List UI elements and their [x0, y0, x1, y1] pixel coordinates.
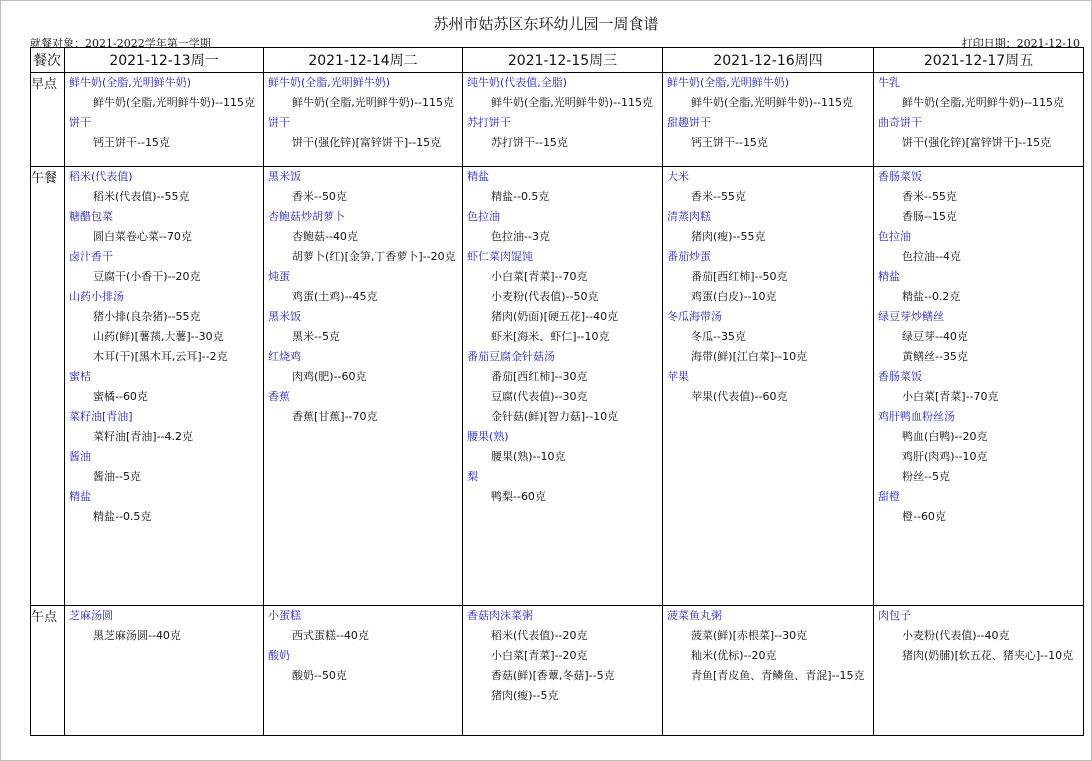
ingredient-item: 猪肉(瘦)--55克 [691, 230, 766, 243]
dish-name: 甜橙 [878, 490, 900, 503]
menu-cell [874, 606, 1084, 736]
menu-cell [264, 606, 463, 736]
ingredient-item: 番茄[西红柿]--50克 [691, 270, 788, 283]
dish-name: 色拉油 [878, 230, 911, 243]
ingredient-item: 菠菜(鲜)[赤根菜]--30克 [691, 629, 808, 642]
ingredient-item: 冬瓜--35克 [691, 330, 746, 343]
ingredient-item: 稻米(代表值)--55克 [93, 190, 190, 203]
ingredient-item: 香米--55克 [902, 190, 957, 203]
dish-name: 山药小排汤 [69, 290, 124, 303]
ingredient-item: 色拉油--3克 [491, 230, 550, 243]
dish-name: 稻米(代表值) [69, 170, 133, 183]
dish-name: 虾仁菜肉馄饨 [467, 250, 533, 263]
dish-name: 酸奶 [268, 649, 290, 662]
ingredient-item: 黄鳝丝--35克 [902, 350, 968, 363]
dish-name: 番茄豆腐金针菇汤 [467, 350, 555, 363]
menu-cell [874, 73, 1084, 167]
ingredient-item: 酸奶--50克 [292, 669, 347, 682]
menu-cell [264, 73, 463, 167]
dish-name: 芝麻汤圆 [69, 609, 113, 622]
ingredient-item: 小麦粉(代表值)--50克 [491, 290, 599, 303]
print-date: 打印日期：2021-12-10 [961, 37, 1080, 50]
ingredient-item: 籼米(优标)--20克 [691, 649, 777, 662]
dish-name: 梨 [467, 470, 478, 483]
dish-name: 杏鲍菇炒胡萝卜 [268, 210, 345, 223]
ingredient-item: 小白菜[青菜]--70克 [491, 270, 588, 283]
ingredient-item: 杏鲍菇--40克 [292, 230, 358, 243]
ingredient-item: 精盐--0.5克 [93, 510, 152, 523]
ingredient-item: 香米--55克 [691, 190, 746, 203]
ingredient-item: 肉鸡(肥)--60克 [292, 370, 367, 383]
dish-name: 大米 [667, 170, 689, 183]
dish-name: 番茄炒蛋 [667, 250, 711, 263]
ingredient-item: 饼干(强化锌)[富锌饼干]--15克 [902, 136, 1052, 149]
ingredient-item: 豆腐(代表值)--30克 [491, 390, 588, 403]
meal-column-header: 餐次 [31, 48, 65, 73]
ingredient-item: 圆白菜卷心菜--70克 [93, 230, 192, 243]
ingredient-item: 青鱼[青皮鱼、青鳞鱼、青混]--15克 [691, 669, 865, 682]
ingredient-item: 猪肉(奶面)[硬五花]--40克 [491, 310, 619, 323]
dish-name: 冬瓜海带汤 [667, 310, 722, 323]
ingredient-item: 黑米--5克 [292, 330, 340, 343]
ingredient-item: 番茄[西红柿]--30克 [491, 370, 588, 383]
menu-cell [65, 606, 264, 736]
ingredient-item: 西式蛋糕--40克 [292, 629, 369, 642]
ingredient-item: 木耳(干)[黑木耳,云耳]--2克 [93, 350, 228, 363]
ingredient-item: 色拉油--4克 [902, 250, 961, 263]
menu-cell [65, 167, 264, 606]
ingredient-item: 香米--50克 [292, 190, 347, 203]
ingredient-item: 香菇(鲜)[香蕈,冬菇]--5克 [491, 669, 615, 682]
ingredient-item: 鲜牛奶(全脂,光明鲜牛奶)--115克 [902, 96, 1065, 109]
ingredient-item: 香蕉[甘蕉]--70克 [292, 410, 378, 423]
dish-name: 清蒸肉糕 [667, 210, 711, 223]
dish-name: 黑米饭 [268, 310, 301, 323]
meal-row [31, 73, 1084, 167]
dish-name: 糖醋包菜 [69, 210, 113, 223]
dish-name: 腰果(熟) [467, 430, 509, 443]
menu-cell [463, 167, 663, 606]
ingredient-item: 鲜牛奶(全脂,光明鲜牛奶)--115克 [93, 96, 256, 109]
menu-cell [463, 73, 663, 167]
dish-name: 香肠菜饭 [878, 370, 922, 383]
dish-name: 香蕉 [268, 390, 290, 403]
ingredient-item: 鸡蛋(土鸡)--45克 [292, 290, 378, 303]
dish-name: 纯牛奶(代表值,全脂) [467, 76, 568, 89]
ingredient-item: 香肠--15克 [902, 210, 957, 223]
ingredient-item: 酱油--5克 [93, 470, 141, 483]
dish-name: 饼干 [268, 116, 290, 129]
dish-name: 牛乳 [878, 76, 900, 89]
dish-name: 精盐 [467, 170, 489, 183]
ingredient-item: 胡萝卜(红)[金笋,丁香萝卜]--20克 [292, 250, 456, 263]
ingredient-item: 腰果(熟)--10克 [491, 450, 566, 463]
ingredient-item: 虾米[海米、虾仁]--10克 [491, 330, 610, 343]
ingredient-item: 绿豆芽--40克 [902, 330, 968, 343]
ingredient-item: 鸭血(白鸭)--20克 [902, 430, 988, 443]
menu-cell [663, 73, 874, 167]
ingredient-item: 苹果(代表值)--60克 [691, 390, 788, 403]
dish-name: 菜籽油[青油] [69, 410, 133, 423]
meal-row [31, 167, 1084, 606]
ingredient-item: 饼干(强化锌)[富锌饼干]--15克 [292, 136, 442, 149]
ingredient-item: 橙--60克 [902, 510, 946, 523]
menu-cell [264, 167, 463, 606]
dish-name: 精盐 [69, 490, 91, 503]
dish-name: 甜趣饼干 [667, 116, 711, 129]
day-header: 2021-12-14周二 [264, 48, 463, 73]
dish-name: 小蛋糕 [268, 609, 301, 622]
ingredient-item: 山药(鲜)[薯蓣,大薯]--30克 [93, 330, 224, 343]
ingredient-item: 菜籽油[青油]--4.2克 [93, 430, 194, 443]
ingredient-item: 猪肉(奶脯)[软五花、猪夹心]--10克 [902, 649, 1074, 662]
meal-label: 午点 [31, 606, 65, 736]
page-title: 苏州市姑苏区东环幼儿园一周食谱 [433, 15, 659, 33]
menu-cell [663, 167, 874, 606]
meal-label: 午餐 [31, 167, 65, 606]
ingredient-item: 稻米(代表值)--20克 [491, 629, 588, 642]
ingredient-item: 鸡蛋(白皮)--10克 [691, 290, 777, 303]
dish-name: 鲜牛奶(全脂,光明鲜牛奶) [69, 76, 192, 89]
dish-name: 红烧鸡 [268, 350, 301, 363]
dish-name: 苏打饼干 [467, 116, 511, 129]
dish-name: 鸡肝鸭血粉丝汤 [878, 410, 955, 423]
meal-label: 早点 [31, 73, 65, 167]
ingredient-item: 粉丝--5克 [902, 470, 950, 483]
ingredient-item: 小白菜[青菜]--20克 [491, 649, 588, 662]
menu-cell [65, 73, 264, 167]
ingredient-item: 精盐--0.2克 [902, 290, 961, 303]
dish-name: 香肠菜饭 [878, 170, 922, 183]
ingredient-item: 猪肉(瘦)--5克 [491, 689, 559, 702]
dish-name: 黑米饭 [268, 170, 301, 183]
dish-name: 蜜桔 [69, 370, 91, 383]
day-header: 2021-12-17周五 [874, 48, 1084, 73]
ingredient-item: 猪小排(良杂猪)--55克 [93, 310, 201, 323]
menu-cell [663, 606, 874, 736]
dish-name: 卤汁香干 [69, 250, 113, 263]
ingredient-item: 鲜牛奶(全脂,光明鲜牛奶)--115克 [691, 96, 854, 109]
dish-name: 曲奇饼干 [878, 116, 922, 129]
ingredient-item: 精盐--0.5克 [491, 190, 550, 203]
dish-name: 苹果 [667, 370, 689, 383]
ingredient-item: 鸡肝(肉鸡)--10克 [902, 450, 988, 463]
ingredient-item: 鲜牛奶(全脂,光明鲜牛奶)--115克 [292, 96, 455, 109]
ingredient-item: 豆腐干(小香干)--20克 [93, 270, 201, 283]
ingredient-item: 金针菇(鲜)[智力菇]--10克 [491, 410, 619, 423]
day-header: 2021-12-13周一 [65, 48, 264, 73]
dish-name: 炖蛋 [268, 270, 290, 283]
header-row [31, 48, 1084, 73]
dish-name: 绿豆芽炒鳝丝 [878, 310, 944, 323]
ingredient-item: 小麦粉(代表值)--40克 [902, 629, 1010, 642]
dish-name: 饼干 [69, 116, 91, 129]
ingredient-item: 黑芝麻汤圆--40克 [93, 629, 181, 642]
dish-name: 精盐 [878, 270, 900, 283]
ingredient-item: 鲜牛奶(全脂,光明鲜牛奶)--115克 [491, 96, 654, 109]
ingredient-item: 钙王饼干--15克 [691, 136, 768, 149]
menu-cell [463, 606, 663, 736]
dish-name: 鲜牛奶(全脂,光明鲜牛奶) [667, 76, 790, 89]
ingredient-item: 苏打饼干--15克 [491, 136, 568, 149]
dish-name: 色拉油 [467, 210, 500, 223]
dish-name: 香菇肉沫菜粥 [467, 609, 533, 622]
dish-name: 肉包子 [878, 609, 911, 622]
meal-row [31, 606, 1084, 736]
weekly-menu-table [30, 47, 1084, 736]
ingredient-item: 海带(鲜)[江白菜]--10克 [691, 350, 808, 363]
day-header: 2021-12-15周三 [463, 48, 663, 73]
menu-body [31, 73, 1084, 736]
audience-info: 就餐对象：2021-2022学年第一学期 [30, 37, 211, 50]
dish-name: 酱油 [69, 450, 91, 463]
ingredient-item: 鸭梨--60克 [491, 490, 546, 503]
dish-name: 菠菜鱼丸粥 [667, 609, 722, 622]
ingredient-item: 小白菜[青菜]--70克 [902, 390, 999, 403]
menu-cell [874, 167, 1084, 606]
dish-name: 鲜牛奶(全脂,光明鲜牛奶) [268, 76, 391, 89]
ingredient-item: 钙王饼干--15克 [93, 136, 170, 149]
day-header: 2021-12-16周四 [663, 48, 874, 73]
ingredient-item: 蜜橘--60克 [93, 390, 148, 403]
